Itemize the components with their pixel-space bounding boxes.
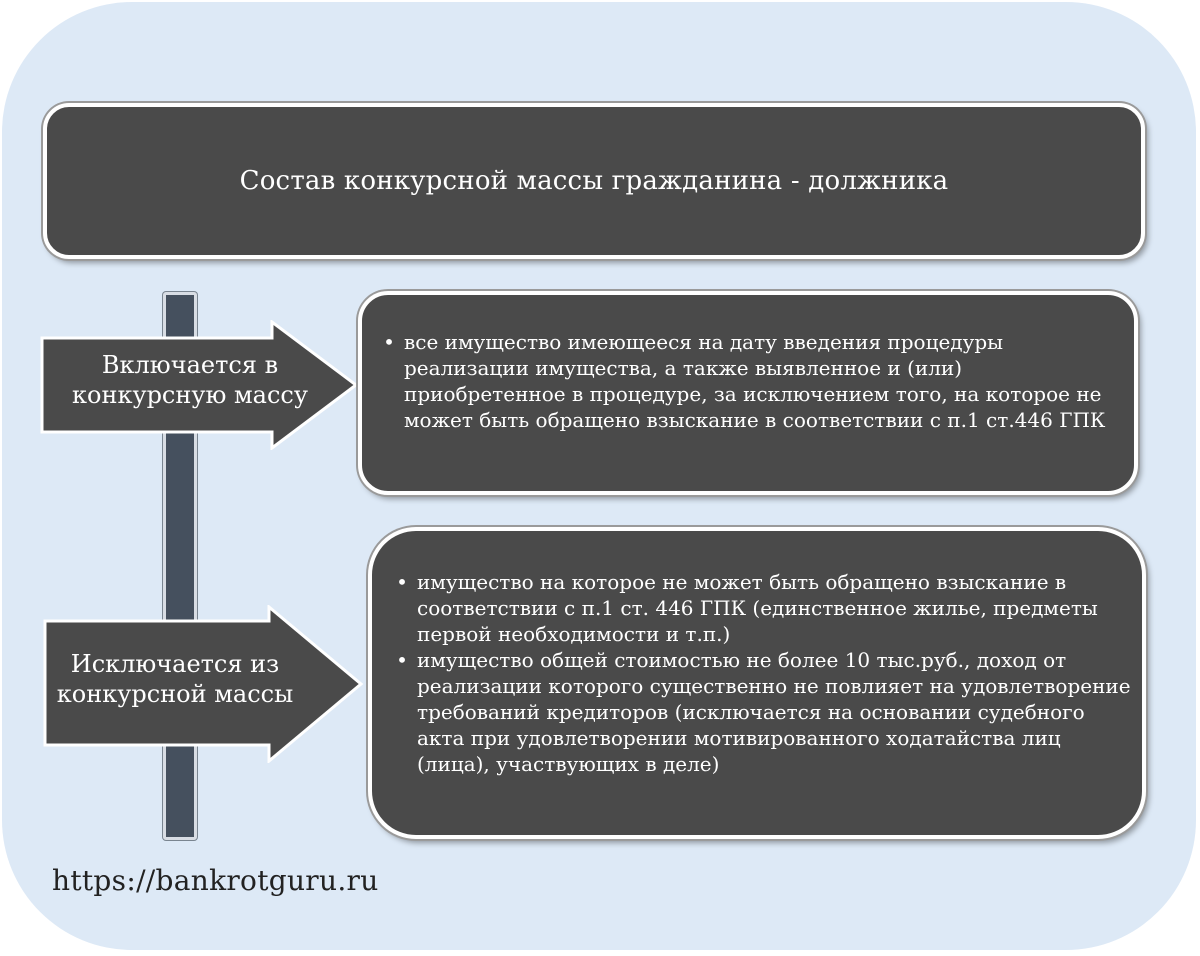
- list-item-text: имущество на которое не может быть обращено взыскание в соответствии с п.1 ст. 446 ГПК (единственное жилье, предметы первой необходимости и т.п.): [417, 570, 1098, 646]
- list-item: [396, 647, 1132, 777]
- excluded-label: Исключается из конкурсной массы: [56, 650, 294, 708]
- excluded-arrow: [43, 605, 365, 763]
- list-item-text: все имущество имеющееся на дату введения процедуры реализации имущества, а также выявленное и (или) приобретенное в процедуре, за исключением того, на которое не может быть обращено взыскание в соответствии с п.1 ст.446 ГПК: [404, 330, 1106, 432]
- bullet-icon: •: [396, 570, 408, 594]
- diagram-title: Состав конкурсной массы гражданина - должника: [239, 166, 949, 196]
- list-item: [383, 329, 1128, 433]
- list-item: [396, 569, 1132, 647]
- excluded-content-box: [368, 527, 1146, 839]
- bullet-icon: •: [383, 330, 395, 354]
- excluded-list: [396, 569, 1132, 777]
- included-content-box: [358, 291, 1138, 495]
- source-url: https://bankrotguru.ru: [52, 864, 379, 897]
- included-list: [383, 329, 1128, 433]
- included-label: Включается в конкурсную массу: [72, 351, 308, 409]
- title-box: [43, 103, 1145, 259]
- bullet-icon: •: [396, 648, 408, 672]
- included-arrow: [40, 320, 360, 450]
- list-item-text: имущество общей стоимостью не более 10 тыс.руб., доход от реализации которого существенно не повлияет на удовлетворение требований кредиторов (исключается на основании судебного акта при удовлетворении мотивированного ходатайства лиц (лица), участвующих в деле): [417, 648, 1131, 776]
